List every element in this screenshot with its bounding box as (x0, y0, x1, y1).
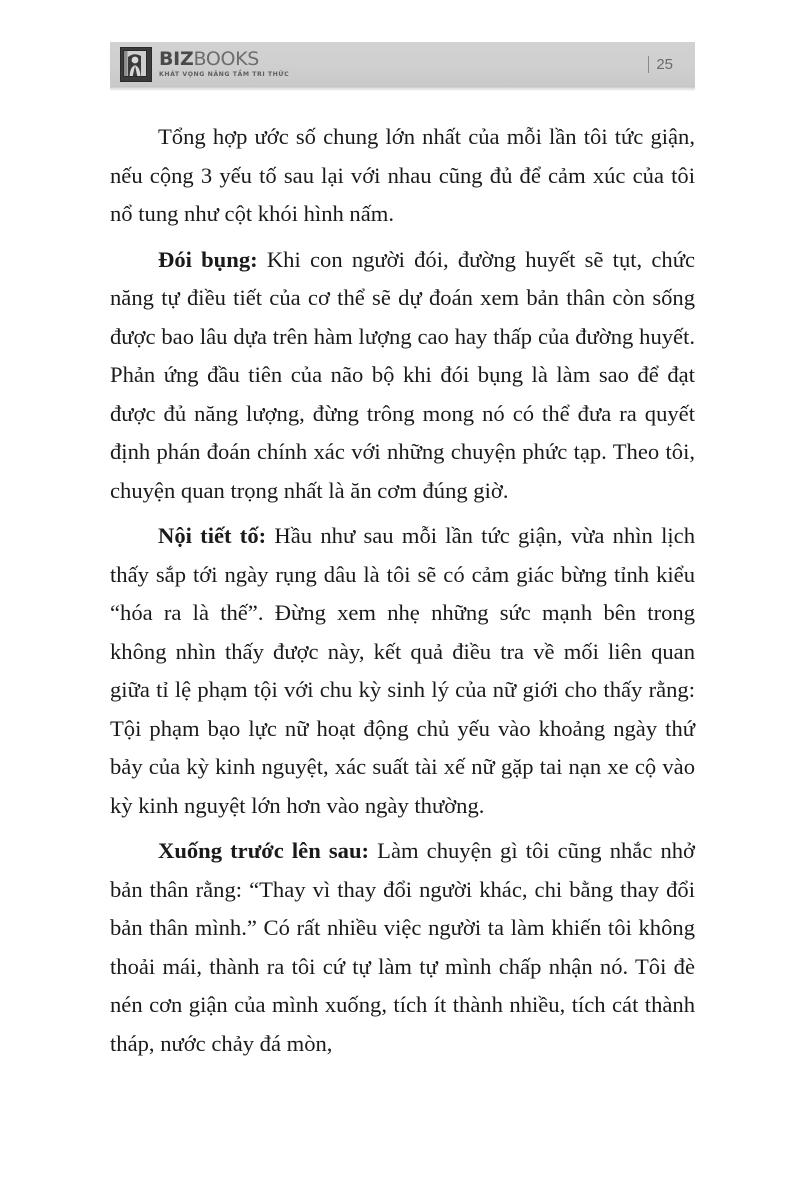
paragraph-intro (110, 118, 695, 234)
paragraph-xuong-truoc-len-sau (110, 832, 695, 1063)
paragraph-text: Khi con người đói, đường huyết sẽ tụt, chức năng tự điều tiết của cơ thể sẽ dự đoán xem bản thân còn sống được bao lâu dựa trên hàm lượng cao hay thấp của đường huyết. Phản ứng đầu tiên của não bộ khi đói bụng là làm sao để đạt được đủ năng lượng, đừng trông mong nó có thể đưa ra quyết định phán đoán chính xác với những chuyện phức tạp. Theo tôi, chuyện quan trọng nhất là ăn cơm đúng giờ. (110, 246, 695, 503)
logo-wordmark-books: BOOKS (193, 48, 260, 71)
logo-wordmark (159, 50, 289, 69)
running-header (110, 42, 695, 87)
page-folio (648, 56, 673, 73)
logo-tagline: KHÁT VỌNG NÂNG TẦM TRI THỨC (159, 71, 290, 79)
folio-divider-icon (648, 56, 649, 73)
paragraph-doi-bung (110, 241, 695, 511)
paragraph-text: Tổng hợp ước số chung lớn nhất của mỗi lần tôi tức giận, nếu cộng 3 yếu tố sau lại với nhau cũng đủ để cảm xúc của tôi nổ tung như cột khói hình nấm. (110, 124, 695, 226)
paragraph-lead-in: Nội tiết tố: (158, 523, 267, 548)
paragraph-text: Làm chuyện gì tôi cũng nhắc nhở bản thân rằng: “Thay vì thay đổi người khác, chi bằng thay đổi bản thân mình.” Có rất nhiều việc người ta làm khiến tôi không thoải mái, thành ra tôi cứ tự làm tự mình chấp nhận nó. Tôi đè nén cơn giận của mình xuống, tích ít thành nhiều, tích cát thành tháp, nước chảy đá mòn, (110, 838, 695, 1056)
logo-wordmark-biz: BIZ (159, 48, 194, 71)
publisher-logo (120, 47, 289, 82)
paragraph-noi-tiet-to (110, 517, 695, 825)
logo-text-block (159, 50, 289, 78)
page-number: 25 (656, 56, 673, 73)
book-person-logo-icon (120, 47, 152, 82)
paragraph-lead-in: Xuống trước lên sau: (158, 838, 370, 863)
paragraph-text: Hầu như sau mỗi lần tức giận, vừa nhìn lịch thấy sắp tới ngày rụng dâu là tôi sẽ có cảm giác bừng tỉnh kiểu “hóa ra là thế”. Đừng xem nhẹ những sức mạnh bên trong không nhìn thấy được này, kết quả điều tra về mối liên quan giữa tỉ lệ phạm tội với chu kỳ sinh lý của nữ giới cho thấy rằng: Tội phạm bạo lực nữ hoạt động chủ yếu vào khoảng ngày thứ bảy của kỳ kinh nguyệt, xác suất tài xế nữ gặp tai nạn xe cộ vào kỳ kinh nguyệt lớn hơn vào ngày thường. (110, 523, 695, 818)
body-text-column (110, 118, 695, 1063)
paragraph-lead-in: Đói bụng: (158, 246, 258, 272)
